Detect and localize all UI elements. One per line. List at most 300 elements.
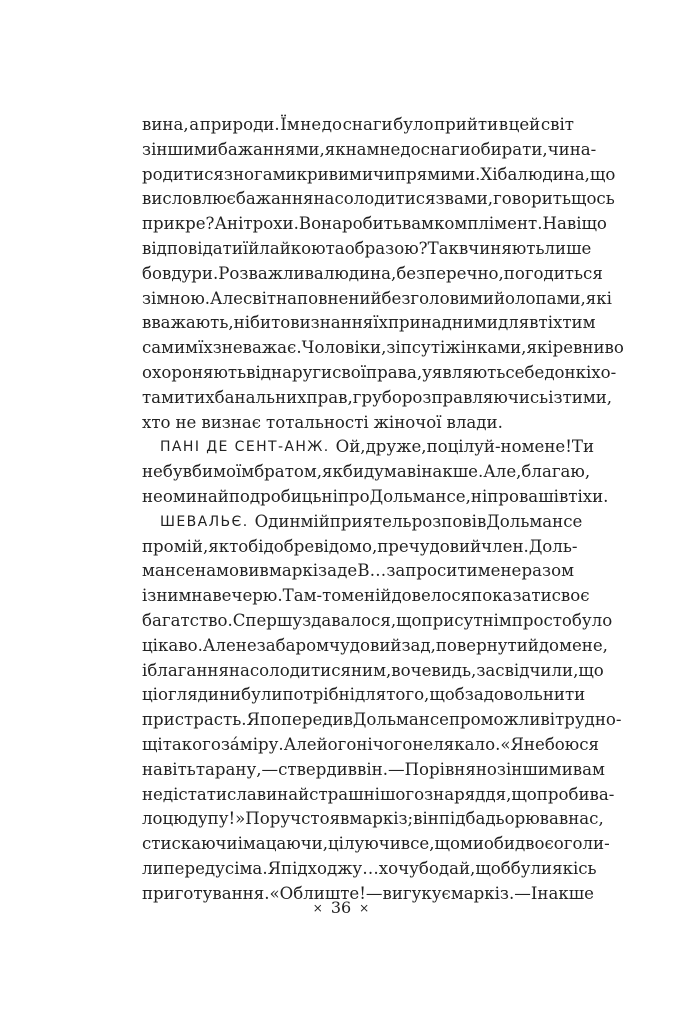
- text-line: [142, 559, 574, 584]
- word: відповідати: [142, 238, 243, 258]
- text-line: [142, 187, 615, 212]
- word: найстрашнішого: [277, 784, 425, 804]
- word: зад,: [401, 635, 436, 655]
- text-line: [142, 460, 591, 485]
- word: світ: [540, 115, 574, 134]
- text-line: [142, 783, 615, 808]
- word: не: [142, 462, 163, 482]
- word: втіхи.: [558, 486, 609, 506]
- word: обирати,: [470, 139, 548, 159]
- word: мною.: [156, 288, 211, 308]
- word: йолопами,: [493, 288, 586, 308]
- word: права,: [366, 362, 423, 382]
- word: ногами: [232, 164, 297, 184]
- word: говорить: [493, 189, 572, 209]
- word: багатство.: [142, 610, 233, 630]
- word: прийти: [434, 115, 499, 134]
- word: тобі: [229, 536, 264, 556]
- text-line: [142, 262, 603, 287]
- word: дістати: [162, 784, 228, 804]
- word: бажання: [235, 189, 314, 209]
- word: вам: [572, 759, 605, 779]
- word: все,: [400, 834, 435, 854]
- word: прикре?: [142, 214, 215, 234]
- word: були: [510, 858, 553, 878]
- word: мені: [341, 586, 381, 606]
- word: про: [337, 486, 370, 506]
- word: благання: [147, 660, 229, 680]
- word: до: [321, 115, 342, 134]
- word: які: [585, 288, 612, 308]
- text-line: [142, 311, 596, 336]
- word: нічого: [356, 734, 413, 754]
- word: комплімент.: [434, 214, 543, 234]
- word: Вона: [298, 214, 343, 234]
- word: інакше.: [416, 462, 484, 482]
- word: здавалося,: [302, 610, 397, 630]
- word: Але: [283, 734, 317, 754]
- text-line: [142, 485, 609, 510]
- word: повернутий: [435, 635, 539, 655]
- word: тими,: [562, 387, 613, 407]
- word: ці: [142, 685, 158, 705]
- word: Дольмансе,: [369, 486, 471, 506]
- word: чи: [373, 164, 396, 184]
- word: їх: [373, 313, 388, 333]
- word: вами,: [444, 189, 494, 209]
- word: до: [538, 635, 560, 655]
- word: ні: [470, 486, 488, 506]
- word: що: [434, 834, 460, 854]
- word: вочевидь,: [391, 660, 477, 680]
- word: —: [261, 759, 279, 779]
- word: бовдури.: [142, 263, 219, 283]
- word: з: [435, 189, 445, 209]
- word: грубо: [352, 387, 402, 407]
- text-line: [142, 287, 612, 312]
- word: з: [223, 164, 233, 184]
- word: в: [498, 115, 509, 134]
- word: про: [448, 710, 481, 730]
- word: іншими: [151, 139, 218, 159]
- word: визнає: [201, 412, 262, 432]
- word: Хіба: [480, 164, 518, 184]
- word: перед: [163, 858, 216, 878]
- word: вина,: [142, 115, 189, 134]
- word: зіпсуті: [386, 338, 446, 358]
- word: пристрасть.: [142, 710, 247, 730]
- word: нібито: [233, 313, 291, 333]
- word: кривими: [296, 164, 374, 184]
- word: чи: [547, 139, 570, 159]
- word: уявляють: [422, 362, 506, 382]
- word: ні: [321, 486, 338, 506]
- word: і: [237, 834, 243, 854]
- word: погодиться: [503, 263, 603, 283]
- word: Чоловіки,: [301, 338, 387, 358]
- word: не: [175, 412, 197, 432]
- word: мій,: [173, 536, 209, 556]
- word: не: [300, 115, 322, 134]
- word: прямими.: [395, 164, 481, 184]
- word: боюся: [544, 734, 600, 754]
- word: ствердив: [278, 759, 357, 779]
- word: охороняють: [142, 362, 247, 382]
- text-line: [142, 535, 578, 560]
- word: маркіза: [268, 561, 337, 581]
- word: мансе: [142, 561, 195, 581]
- word: принадними: [387, 313, 498, 333]
- word: наповнений: [276, 288, 382, 308]
- word: маркіз;: [349, 809, 414, 829]
- word: Дольмансе: [352, 710, 449, 730]
- word: подробиць: [228, 486, 322, 506]
- word: —: [514, 883, 531, 903]
- word: намовив: [195, 561, 269, 581]
- word: й: [380, 586, 392, 606]
- text-line: [142, 237, 592, 262]
- word: мій: [300, 511, 330, 531]
- text-line: [142, 386, 613, 411]
- word: банальних: [214, 387, 307, 407]
- word: Анітрохи.: [214, 214, 299, 234]
- word: що: [589, 164, 616, 184]
- word: себе: [505, 362, 545, 382]
- word: потрібні: [282, 685, 355, 705]
- word: Але: [202, 635, 236, 655]
- word: прав,: [306, 387, 353, 407]
- word: лякало.: [433, 734, 501, 754]
- page-number-footer: [0, 898, 682, 917]
- word: для: [354, 685, 387, 705]
- word: із: [142, 586, 157, 606]
- word: лише: [544, 238, 592, 258]
- word: дупу!»: [187, 809, 246, 829]
- word: про: [142, 536, 174, 556]
- word: людина,: [517, 164, 590, 184]
- word: —: [387, 759, 405, 779]
- word: Розважлива: [218, 263, 324, 283]
- word: якби: [322, 462, 364, 482]
- word: зі: [142, 288, 157, 308]
- word: би: [192, 462, 214, 482]
- word: цілуючи: [328, 834, 401, 854]
- word: і: [142, 660, 148, 680]
- word: Але: [210, 288, 243, 308]
- left-ornament: ×: [312, 901, 323, 915]
- word: такого: [162, 734, 221, 754]
- word: безперечно,: [396, 263, 504, 283]
- word: «Облиште!: [269, 883, 366, 903]
- page-number: 36: [330, 898, 352, 917]
- word: оголи-: [553, 834, 610, 854]
- word: не: [523, 734, 545, 754]
- text-line: [142, 113, 574, 138]
- word: приятель: [329, 511, 412, 531]
- word: а: [189, 115, 200, 134]
- word: своє: [551, 586, 590, 606]
- word: нас,: [568, 809, 604, 829]
- word: думав: [363, 462, 417, 482]
- word: не: [142, 486, 163, 506]
- word: не: [412, 734, 434, 754]
- word: для: [497, 313, 530, 333]
- speaker-name: ПАНІ ДЕ СЕНТ-АНЖ.: [160, 439, 330, 456]
- word: пробива-: [536, 784, 615, 804]
- word: пречудовий: [377, 536, 482, 556]
- word: та: [325, 238, 345, 258]
- speaker-line: [142, 510, 583, 535]
- word: слави: [227, 784, 278, 804]
- word: не: [142, 784, 163, 804]
- word: що: [396, 610, 422, 630]
- text-line: [142, 584, 590, 609]
- word: усіма.: [215, 858, 268, 878]
- text-line: [142, 733, 600, 758]
- text-line: [142, 634, 608, 659]
- word: попередив: [259, 710, 353, 730]
- word: відомо,: [314, 536, 378, 556]
- speaker-line: [142, 435, 595, 460]
- word: самим: [142, 338, 199, 358]
- word: бодай,: [418, 858, 476, 878]
- word: насолодитися: [228, 660, 351, 680]
- word: тарану,: [195, 759, 262, 779]
- word: ло: [142, 809, 163, 829]
- word: Там-то: [282, 586, 342, 606]
- right-ornament: ×: [359, 901, 370, 915]
- word: бажаннями,: [217, 139, 325, 159]
- word: Так: [427, 238, 459, 258]
- word: щоб: [475, 858, 511, 878]
- word: щось: [571, 189, 615, 209]
- word: В…: [357, 561, 387, 581]
- word: природи.: [199, 115, 280, 134]
- word: щі: [142, 734, 163, 754]
- word: образою?: [344, 238, 428, 258]
- word: просто: [511, 610, 572, 630]
- word: Ой,: [335, 437, 366, 457]
- word: оглядини: [157, 685, 242, 705]
- word: Я: [246, 710, 260, 730]
- word: розповів: [411, 511, 487, 531]
- text-line: [142, 336, 624, 361]
- word: довелося: [391, 586, 472, 606]
- word: показати: [471, 586, 552, 606]
- word: які: [526, 338, 553, 358]
- word: мене: [477, 561, 522, 581]
- word: Але,: [483, 462, 522, 482]
- word: наруги: [271, 362, 333, 382]
- word: ваші: [518, 486, 559, 506]
- word: хочу: [378, 858, 419, 878]
- word: родитися: [142, 164, 224, 184]
- text-line: [142, 163, 616, 188]
- word: Поруч: [245, 809, 302, 829]
- word: він.: [357, 759, 388, 779]
- word: де: [337, 561, 358, 581]
- word: засвідчили,: [476, 660, 579, 680]
- word: про: [487, 486, 519, 506]
- word: влади.: [446, 412, 503, 432]
- word: як: [208, 536, 230, 556]
- word: втіх: [529, 313, 563, 333]
- word: вигукує: [382, 883, 451, 903]
- word: ним,: [350, 660, 392, 680]
- word: на-: [569, 139, 597, 159]
- word: навіть: [142, 759, 196, 779]
- word: їх: [198, 338, 213, 358]
- word: Доль-: [528, 536, 578, 556]
- word: на: [191, 586, 213, 606]
- word: було: [393, 115, 434, 134]
- word: обидвоє: [483, 834, 554, 854]
- word: братом,: [254, 462, 323, 482]
- word: з: [142, 139, 152, 159]
- text-line: [142, 832, 610, 857]
- body-text: [142, 113, 624, 907]
- word: вам: [401, 214, 435, 234]
- text-line: [142, 411, 574, 436]
- word: ми: [459, 834, 484, 854]
- word: що: [578, 660, 604, 680]
- word: приготування.: [142, 883, 270, 903]
- word: Спершу: [232, 610, 303, 630]
- word: Їм: [280, 115, 300, 134]
- word: мене!: [521, 437, 572, 457]
- text-line: [142, 683, 586, 708]
- word: підбадьорював: [438, 809, 569, 829]
- word: того,: [386, 685, 430, 705]
- word: від: [246, 362, 272, 382]
- word: підходжу…: [281, 858, 379, 878]
- word: тим: [562, 313, 596, 333]
- word: Інакше: [530, 883, 594, 903]
- word: Ти: [571, 437, 595, 457]
- word: зневажає.: [212, 338, 302, 358]
- word: до: [400, 139, 421, 159]
- word: безголовими: [381, 288, 494, 308]
- word: «Я: [500, 734, 524, 754]
- word: Один: [254, 511, 301, 531]
- word: поцілуй-но: [426, 437, 522, 457]
- word: Я: [267, 858, 282, 878]
- word: висловлює: [142, 189, 236, 209]
- word: світ: [242, 288, 277, 308]
- word: Порівняно: [404, 759, 497, 779]
- word: робить: [342, 214, 402, 234]
- word: снаги: [420, 139, 471, 159]
- word: друже,: [365, 437, 427, 457]
- word: запросити: [386, 561, 478, 581]
- word: ли: [142, 858, 164, 878]
- word: ним: [156, 586, 192, 606]
- text-line: [142, 857, 597, 882]
- word: —: [365, 883, 383, 903]
- word: присутнім: [421, 610, 512, 630]
- word: його: [316, 734, 357, 754]
- word: їй: [242, 238, 260, 258]
- word: із: [548, 387, 563, 407]
- word: мене,: [559, 635, 608, 655]
- word: незабаром: [235, 635, 330, 655]
- word: як: [324, 139, 346, 159]
- word: чудовий: [329, 635, 402, 655]
- word: Дольмансе: [486, 511, 583, 531]
- word: оминай: [162, 486, 229, 506]
- word: були: [241, 685, 283, 705]
- word: вважають,: [142, 313, 234, 333]
- text-line: [142, 807, 604, 832]
- text-line: [142, 659, 604, 684]
- word: Навіщо: [542, 214, 607, 234]
- word: тих: [185, 387, 215, 407]
- word: цю: [162, 809, 188, 829]
- text-line: [142, 708, 622, 733]
- word: вчиняють: [458, 238, 545, 258]
- word: був: [162, 462, 192, 482]
- text-line: [142, 212, 607, 237]
- word: стискаючи: [142, 834, 238, 854]
- word: жіночої: [373, 412, 442, 432]
- word: вечерю.: [212, 586, 283, 606]
- word: не: [379, 139, 401, 159]
- word: іншими: [505, 759, 573, 779]
- word: що: [511, 784, 537, 804]
- word: визнання: [290, 313, 374, 333]
- word: було: [571, 610, 613, 630]
- word: снаги: [342, 115, 393, 134]
- word: член.: [481, 536, 529, 556]
- text-line: [142, 361, 617, 386]
- word: людина,: [323, 263, 397, 283]
- word: мацаючи,: [242, 834, 329, 854]
- word: хто: [142, 412, 171, 432]
- word: тами: [142, 387, 186, 407]
- word: ревниво: [552, 338, 624, 358]
- word: маркіз.: [450, 883, 515, 903]
- word: благаю,: [521, 462, 591, 482]
- word: трудно-: [555, 710, 622, 730]
- word: донкіхо-: [544, 362, 617, 382]
- word: щоб: [429, 685, 465, 705]
- word: якісь: [552, 858, 597, 878]
- word: разом: [521, 561, 574, 581]
- word: цей: [508, 115, 541, 134]
- word: можливі: [480, 710, 556, 730]
- word: з: [496, 759, 506, 779]
- word: лайкою: [259, 238, 326, 258]
- word: за́міру.: [220, 734, 284, 754]
- word: моїм: [213, 462, 255, 482]
- word: нам: [345, 139, 380, 159]
- word: цікаво.: [142, 635, 203, 655]
- word: жінками,: [445, 338, 527, 358]
- text-line: [142, 758, 605, 783]
- word: розправляючись: [401, 387, 549, 407]
- text-line: [142, 609, 613, 634]
- word: тотальності: [266, 412, 369, 432]
- word: свої: [332, 362, 367, 382]
- speaker-name: ШЕВАЛЬЄ.: [160, 513, 249, 530]
- word: знаряддя,: [424, 784, 512, 804]
- word: добре: [263, 536, 315, 556]
- word: стояв: [301, 809, 350, 829]
- word: насолодитися: [313, 189, 436, 209]
- text-line: [142, 138, 597, 163]
- word: він: [413, 809, 439, 829]
- word: задовольнити: [464, 685, 586, 705]
